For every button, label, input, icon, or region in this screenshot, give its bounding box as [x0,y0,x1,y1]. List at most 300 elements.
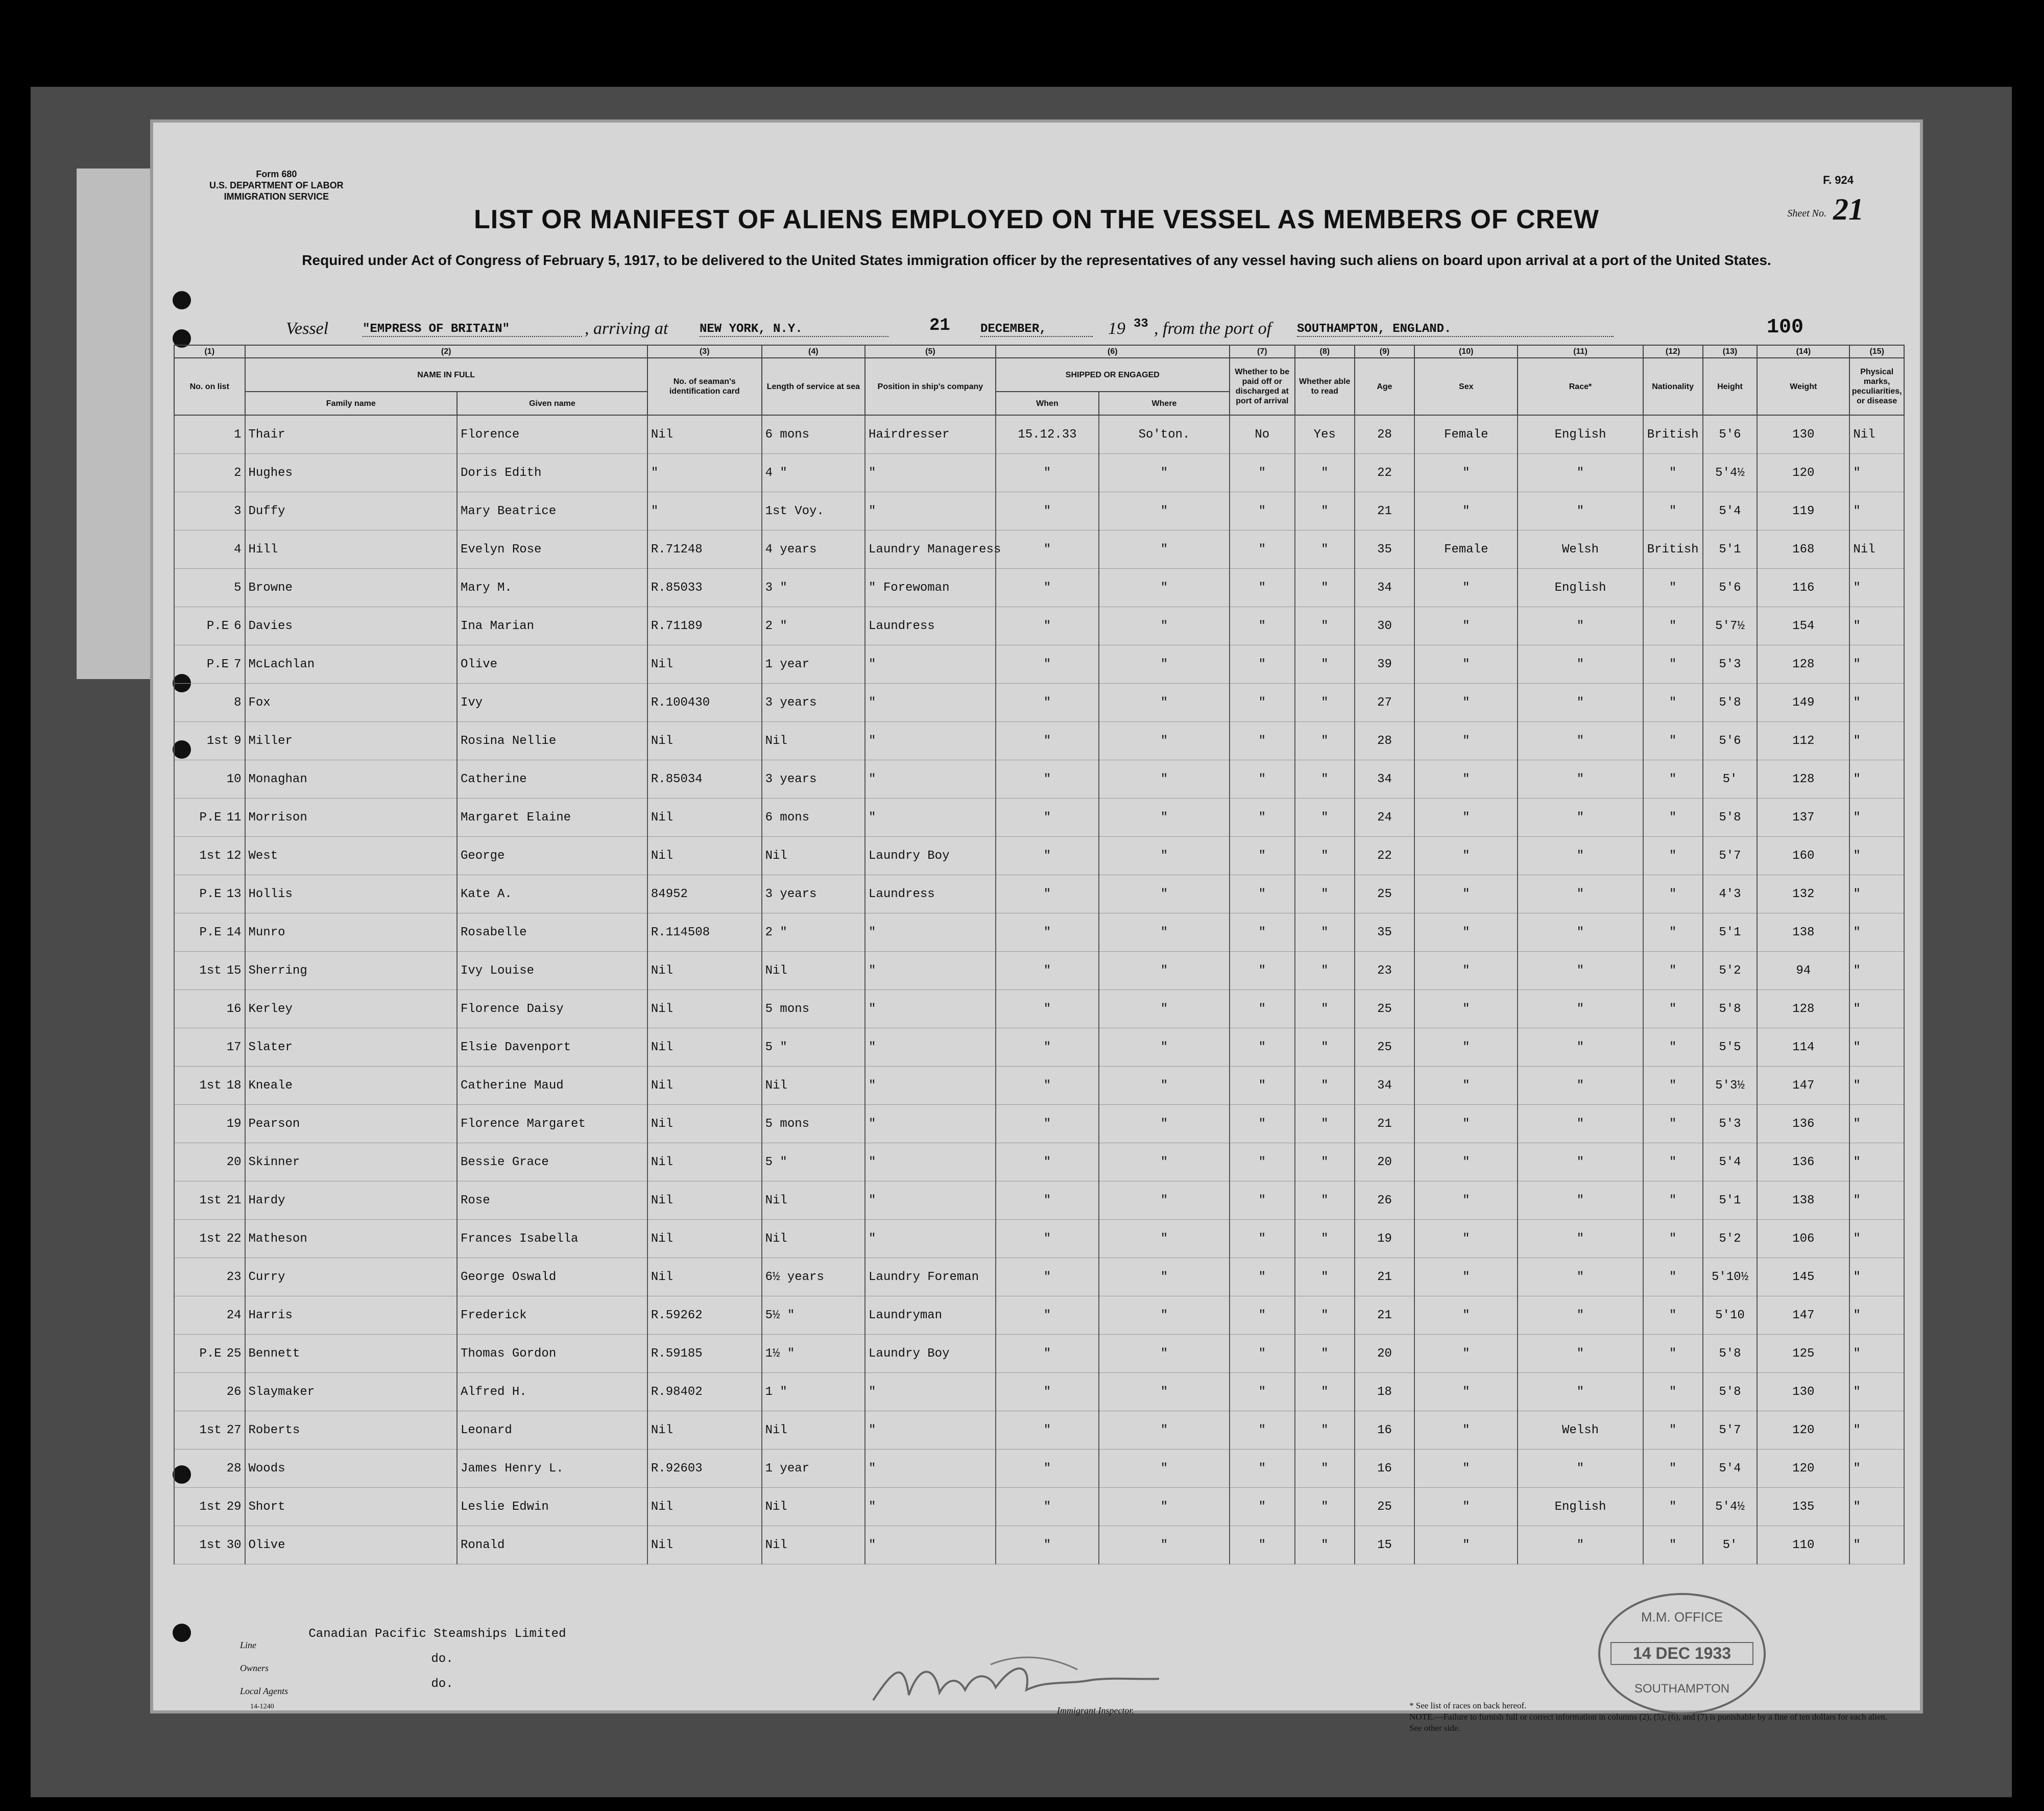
cell-family: Slater [245,1028,458,1067]
cell-family: Matheson [245,1220,458,1258]
cell-card: Nil [647,1258,762,1296]
cell-read: " [1295,722,1355,760]
cell-paid: " [1230,1411,1295,1450]
cell-race: " [1518,1296,1643,1335]
cell-sex: " [1414,760,1518,799]
cell-marks: " [1849,913,1904,952]
cell-nat: " [1643,760,1703,799]
cell-family: Miller [245,722,458,760]
cell-when: " [996,684,1099,722]
row-mark: P.E [199,1346,222,1361]
cell-service: Nil [762,1488,865,1526]
cell-family: Pearson [245,1105,458,1143]
cell-service: 3 years [762,875,865,913]
cell-race: " [1518,875,1643,913]
cell-weight: 125 [1757,1335,1849,1373]
cell-nat: " [1643,1335,1703,1373]
cell-paid: " [1230,569,1295,607]
row-number-cell [174,569,245,607]
cell-card: Nil [647,1181,762,1220]
table-row [174,1296,1904,1335]
cell-height: 5'4 [1703,1143,1758,1181]
cell-position: Hairdresser [865,415,996,454]
cell-nat: " [1643,569,1703,607]
cell-marks: " [1849,1450,1904,1488]
colnum-8: (8) [1295,345,1355,358]
cell-marks: " [1849,645,1904,684]
cell-where: " [1099,1258,1230,1296]
row-number: 7 [234,657,242,671]
company-info [240,1627,566,1703]
cell-when: " [996,530,1099,569]
cell-weight: 130 [1757,415,1849,454]
table-row [174,1373,1904,1411]
cell-marks: " [1849,1220,1904,1258]
cell-card: R.114508 [647,913,762,952]
cell-when: " [996,1488,1099,1526]
cell-sex: " [1414,1105,1518,1143]
cell-given: Thomas Gordon [457,1335,647,1373]
cell-marks: " [1849,1067,1904,1105]
cell-family: West [245,837,458,875]
cell-age: 30 [1355,607,1414,645]
cell-when: " [996,1220,1099,1258]
cell-age: 35 [1355,913,1414,952]
cell-race: " [1518,607,1643,645]
cell-weight: 116 [1757,569,1849,607]
agents-row [240,1677,566,1703]
arrival-month: DECEMBER, [980,322,1093,337]
cell-weight: 114 [1757,1028,1849,1067]
cell-service: 1st Voy. [762,492,865,530]
stamp-bottom-text: SOUTHAMPTON [1634,1682,1730,1696]
cell-position: " [865,722,996,760]
cell-where: " [1099,1143,1230,1181]
row-number-cell [174,645,245,684]
cell-family: Slaymaker [245,1373,458,1411]
punch-hole [173,1624,191,1642]
arrival-day: 21 [929,316,950,335]
cell-height: 5'6 [1703,415,1758,454]
row-number: 13 [226,887,242,901]
cell-age: 28 [1355,415,1414,454]
cell-sex: Female [1414,530,1518,569]
cell-sex: " [1414,875,1518,913]
cell-where: " [1099,799,1230,837]
cell-given: Frederick [457,1296,647,1335]
cell-marks: " [1849,1411,1904,1450]
row-number: 28 [226,1461,242,1476]
cell-given: Evelyn Rose [457,530,647,569]
cell-family: Roberts [245,1411,458,1450]
cell-position: " [865,1526,996,1564]
cell-paid: " [1230,1028,1295,1067]
cell-family: Hughes [245,454,458,492]
cell-age: 22 [1355,454,1414,492]
cell-nat: " [1643,1220,1703,1258]
cell-read: " [1295,837,1355,875]
row-number-cell [174,1411,245,1450]
cell-read: " [1295,1450,1355,1488]
cell-sex: " [1414,607,1518,645]
cell-position: " [865,1411,996,1450]
office-stamp [1598,1593,1766,1715]
row-number: 29 [226,1500,242,1514]
cell-service: 5½ " [762,1296,865,1335]
cell-card: Nil [647,799,762,837]
cell-paid: " [1230,799,1295,837]
row-number: 22 [226,1232,242,1246]
cell-when: " [996,990,1099,1028]
cell-weight: 128 [1757,990,1849,1028]
cell-given: Catherine [457,760,647,799]
cell-service: 2 " [762,913,865,952]
cell-where: " [1099,1488,1230,1526]
cell-sex: " [1414,837,1518,875]
colnum-15: (15) [1849,345,1904,358]
cell-height: 5' [1703,1526,1758,1564]
cell-position: Laundry Manageress [865,530,996,569]
cell-where: " [1099,684,1230,722]
row-mark: P.E [206,657,229,671]
cell-age: 16 [1355,1411,1414,1450]
row-number-cell [174,1028,245,1067]
footnote-note: NOTE.—Failure to furnish full or correct information in columns (2), (5), (6), and (7) is punishable by a fine of ten dollars for each alien. See other side. [1409,1712,1888,1733]
cell-service: 6½ years [762,1258,865,1296]
row-number-cell [174,799,245,837]
cell-position: " [865,1220,996,1258]
cell-nat: " [1643,1143,1703,1181]
cell-given: Margaret Elaine [457,799,647,837]
cell-read: " [1295,1181,1355,1220]
row-number-cell [174,530,245,569]
alien-count: 100 [1767,316,1804,339]
cell-age: 25 [1355,875,1414,913]
cell-race: " [1518,684,1643,722]
cell-when: " [996,1411,1099,1450]
cell-marks: " [1849,1488,1904,1526]
table-row [174,990,1904,1028]
header-where: Where [1099,392,1230,415]
cell-paid: " [1230,1450,1295,1488]
cell-given: Doris Edith [457,454,647,492]
cell-age: 25 [1355,1488,1414,1526]
cell-position: " [865,1488,996,1526]
cell-given: James Henry L. [457,1450,647,1488]
cell-when: " [996,1373,1099,1411]
cell-where: " [1099,875,1230,913]
cell-family: Hardy [245,1181,458,1220]
cell-height: 5'1 [1703,913,1758,952]
cell-read: " [1295,1373,1355,1411]
department: U.S. DEPARTMENT OF LABOR [209,180,344,190]
cell-when: " [996,1450,1099,1488]
cell-position: Laundress [865,607,996,645]
cell-when: " [996,952,1099,990]
colnum-13: (13) [1703,345,1758,358]
cell-service: 3 years [762,760,865,799]
owners-label: Owners [240,1663,269,1673]
table-row [174,837,1904,875]
cell-given: Kate A. [457,875,647,913]
row-mark: 1st [199,849,222,863]
cell-service: 4 years [762,530,865,569]
colnum-10: (10) [1414,345,1518,358]
cell-when: " [996,722,1099,760]
cell-nat: " [1643,1028,1703,1067]
cell-service: 1½ " [762,1335,865,1373]
cell-read: " [1295,1296,1355,1335]
cell-height: 5'8 [1703,684,1758,722]
cell-when: " [996,1028,1099,1067]
cell-marks: " [1849,722,1904,760]
cell-weight: 119 [1757,492,1849,530]
cell-position: Laundry Boy [865,1335,996,1373]
row-number: 9 [234,734,242,748]
crew-table [174,345,1905,1564]
cell-height: 5'3½ [1703,1067,1758,1105]
row-number-cell [174,1105,245,1143]
cell-nat: " [1643,913,1703,952]
row-number: 10 [226,772,242,786]
cell-race: " [1518,1220,1643,1258]
table-row [174,913,1904,952]
cell-read: " [1295,1220,1355,1258]
cell-position: " [865,454,996,492]
cell-when: " [996,1105,1099,1143]
cell-when: " [996,799,1099,837]
cell-family: Morrison [245,799,458,837]
cell-sex: " [1414,1220,1518,1258]
cell-race: " [1518,1373,1643,1411]
cell-card: R.71248 [647,530,762,569]
cell-given: Olive [457,645,647,684]
agents-value: do. [431,1677,453,1691]
cell-family: Harris [245,1296,458,1335]
row-number: 19 [226,1117,242,1131]
colnum-5: (5) [865,345,996,358]
cell-where: " [1099,1296,1230,1335]
cell-height: 5'8 [1703,990,1758,1028]
cell-family: Monaghan [245,760,458,799]
cell-age: 19 [1355,1220,1414,1258]
row-number-cell [174,415,245,454]
cell-marks: " [1849,1105,1904,1143]
cell-race: English [1518,569,1643,607]
table-row [174,1450,1904,1488]
cell-service: Nil [762,1220,865,1258]
cell-height: 5'4½ [1703,454,1758,492]
cell-sex: Female [1414,415,1518,454]
cell-when: " [996,645,1099,684]
cell-where: " [1099,1450,1230,1488]
cell-family: Curry [245,1258,458,1296]
cell-race: " [1518,1258,1643,1296]
cell-sex: " [1414,1143,1518,1181]
header-age: Age [1355,358,1414,415]
table-row [174,952,1904,990]
colnum-7: (7) [1230,345,1295,358]
cell-when: " [996,569,1099,607]
cell-family: Kneale [245,1067,458,1105]
table-row [174,569,1904,607]
table-row [174,492,1904,530]
cell-family: Browne [245,569,458,607]
cell-weight: 137 [1757,799,1849,837]
cell-weight: 130 [1757,1373,1849,1411]
row-mark: 1st [199,1538,222,1552]
cell-nat: " [1643,722,1703,760]
cell-family: Sherring [245,952,458,990]
cell-where: " [1099,1526,1230,1564]
cell-age: 24 [1355,799,1414,837]
cell-paid: " [1230,760,1295,799]
cell-nat: " [1643,1181,1703,1220]
table-row [174,799,1904,837]
cell-age: 25 [1355,990,1414,1028]
cell-age: 25 [1355,1028,1414,1067]
table-row [174,645,1904,684]
cell-age: 34 [1355,569,1414,607]
cell-paid: " [1230,1143,1295,1181]
cell-sex: " [1414,492,1518,530]
cell-position: " [865,684,996,722]
cell-given: Leonard [457,1411,647,1450]
cell-card: Nil [647,1067,762,1105]
row-number-cell [174,607,245,645]
cell-family: McLachlan [245,645,458,684]
cell-marks: " [1849,1335,1904,1373]
cell-paid: " [1230,952,1295,990]
cell-given: Florence [457,415,647,454]
cell-paid: " [1230,607,1295,645]
cell-given: Rosabelle [457,913,647,952]
colnum-3: (3) [647,345,762,358]
cell-family: Woods [245,1450,458,1488]
cell-when: " [996,1335,1099,1373]
cell-weight: 94 [1757,952,1849,990]
cell-paid: " [1230,1258,1295,1296]
cell-marks: Nil [1849,530,1904,569]
cell-card: Nil [647,722,762,760]
cell-family: Thair [245,415,458,454]
cell-sex: " [1414,1028,1518,1067]
table-row [174,684,1904,722]
cell-weight: 132 [1757,875,1849,913]
cell-where: " [1099,1411,1230,1450]
cell-card: Nil [647,1105,762,1143]
row-mark: 1st [199,1193,222,1208]
cell-paid: " [1230,1067,1295,1105]
print-code: 14-1240 [250,1703,274,1710]
cell-read: " [1295,569,1355,607]
cell-service: 5 mons [762,1105,865,1143]
row-number-cell [174,1258,245,1296]
cell-card: Nil [647,1526,762,1564]
cell-age: 21 [1355,492,1414,530]
cell-weight: 138 [1757,1181,1849,1220]
cell-read: " [1295,1335,1355,1373]
cell-given: Mary Beatrice [457,492,647,530]
cell-read: Yes [1295,415,1355,454]
cell-nat: " [1643,875,1703,913]
cell-card: R.85033 [647,569,762,607]
table-row [174,607,1904,645]
cell-weight: 106 [1757,1220,1849,1258]
row-number-cell [174,913,245,952]
cell-where: " [1099,837,1230,875]
owners-row [240,1652,566,1680]
cell-family: Davies [245,607,458,645]
line-value: Canadian Pacific Steamships Limited [308,1627,566,1641]
row-mark: 1st [199,963,222,978]
cell-sex: " [1414,454,1518,492]
cell-age: 20 [1355,1335,1414,1373]
cell-service: 5 mons [762,990,865,1028]
cell-given: Elsie Davenport [457,1028,647,1067]
cell-age: 21 [1355,1258,1414,1296]
cell-nat: " [1643,1488,1703,1526]
page-title: LIST OR MANIFEST OF ALIENS EMPLOYED ON THE VESSEL AS MEMBERS OF CREW [474,205,1599,234]
cell-age: 15 [1355,1526,1414,1564]
colnum-1: (1) [174,345,245,358]
cell-race: " [1518,799,1643,837]
cell-read: " [1295,875,1355,913]
row-mark: 1st [199,1500,222,1514]
cell-position: " [865,799,996,837]
year-prefix: 19 [1108,319,1125,338]
table-row [174,1105,1904,1143]
cell-family: Skinner [245,1143,458,1181]
cell-sex: " [1414,990,1518,1028]
cell-marks: " [1849,1373,1904,1411]
cell-family: Hill [245,530,458,569]
cell-nat: " [1643,684,1703,722]
cell-when: " [996,837,1099,875]
form-number: Form 680 [256,169,297,179]
cell-nat: " [1643,454,1703,492]
cell-race: English [1518,1488,1643,1526]
cell-paid: " [1230,990,1295,1028]
cell-card: Nil [647,1411,762,1450]
row-number: 8 [234,695,242,710]
cell-given: Bessie Grace [457,1143,647,1181]
table-row [174,1143,1904,1181]
row-mark: P.E [199,887,222,901]
cell-service: 5 " [762,1143,865,1181]
cell-when: " [996,1296,1099,1335]
cell-age: 18 [1355,1373,1414,1411]
row-number: 15 [226,963,242,978]
cell-where: " [1099,952,1230,990]
cell-service: 6 mons [762,799,865,837]
inspector-label: Immigrant Inspector. [1057,1705,1134,1716]
row-number: 30 [226,1538,242,1552]
cell-paid: " [1230,722,1295,760]
table-row [174,1028,1904,1067]
cell-weight: 120 [1757,454,1849,492]
cell-race: " [1518,990,1643,1028]
cell-family: Hollis [245,875,458,913]
cell-paid: " [1230,1105,1295,1143]
cell-position: " [865,952,996,990]
cell-family: Duffy [245,492,458,530]
cell-family: Kerley [245,990,458,1028]
cell-weight: 147 [1757,1067,1849,1105]
cell-age: 34 [1355,760,1414,799]
cell-paid: " [1230,913,1295,952]
cell-service: Nil [762,952,865,990]
